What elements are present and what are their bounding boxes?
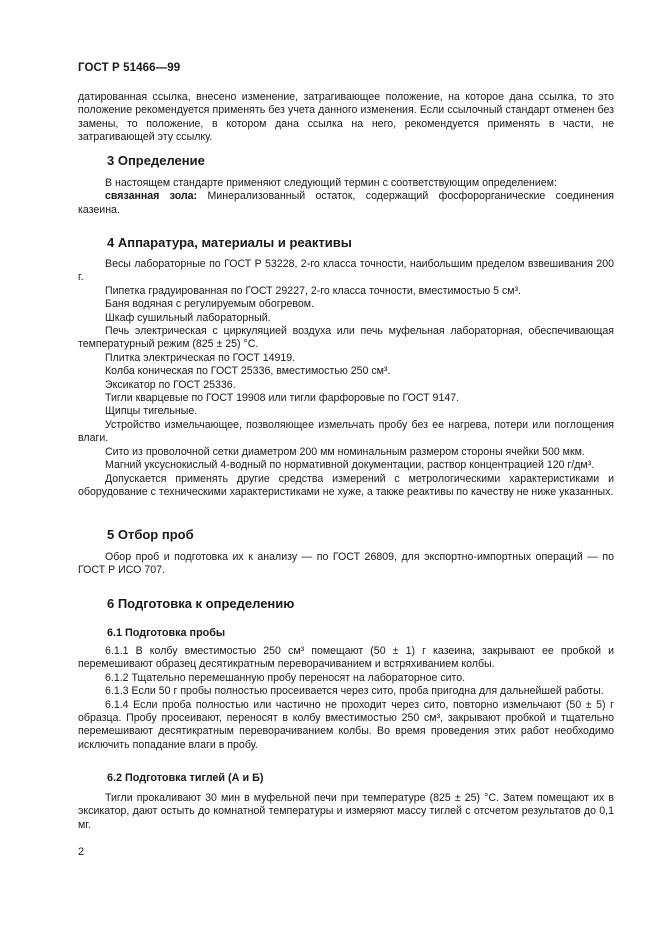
subsection-6-2-paragraph: Тигли прокаливают 30 мин в муфельной печи при температуре (825 ± 25) °С. Затем помещают их в эксикатор, дают остыть до комнатной температуры и измеряют массу тиглей с отсчетом результатов до 0,1 мг. xyxy=(78,792,614,831)
clause-item: 6.1.3 Если 50 г пробы полностью просеивается через сито, проба пригодна для дальнейшей работы. xyxy=(105,685,604,698)
equipment-item: Магний уксуснокислый 4-водный по нормативной документации, раствор концентрацией 120 г/дм³. xyxy=(105,459,595,472)
intro-paragraph xyxy=(78,91,614,145)
term: связанная зола: xyxy=(105,190,198,203)
equipment-item: Сито из проволочной сетки диаметром 200 мм номинальным размером стороны ячейки 500 мкм. xyxy=(105,445,585,458)
equipment-item: Тигли кварцевые по ГОСТ 19908 или тигли фарфоровые по ГОСТ 9147. xyxy=(105,392,460,405)
equipment-item: Колба коническая по ГОСТ 25336, вместимостью 250 см³. xyxy=(105,365,391,378)
clause-item: 6.1.2 Тщательно перемешанную пробу переносят на лабораторное сито. xyxy=(105,671,466,684)
equipment-item: Весы лабораторные по ГОСТ Р 53228, 2-го класса точности, наибольшим пределом взвешивания 200 г. xyxy=(78,258,614,284)
document-header: ГОСТ Р 51466—99 xyxy=(78,62,181,74)
equipment-item: Эксикатор по ГОСТ 25336. xyxy=(105,378,236,391)
subsection-6-1-body xyxy=(78,645,614,752)
subsection-6-1-title: 6.1 Подготовка пробы xyxy=(107,627,226,639)
equipment-item: Баня водяная с регулируемым обогревом. xyxy=(105,298,315,311)
section-5-body xyxy=(78,551,614,578)
section-5-paragraph: Обор проб и подготовка их к анализу — по ГОСТ 26809, для экспортно-импортных операций — по ГОСТ Р ИСО 707. xyxy=(78,551,614,577)
equipment-item: Устройство измельчающее, позволяющее измельчать пробу без ее нагрева, потери или поглощения влаги. xyxy=(78,418,614,445)
section-4-title: 4 Аппаратура, материалы и реактивы xyxy=(107,235,352,250)
clause-item: 6.1.1 В колбу вместимостью 250 см³ помещают (50 ± 1) г казеина, закрывают ее пробкой и перемешивают образец десятикратным переворачиванием и встряхиванием колбы. xyxy=(78,645,614,671)
section-3-paragraph: В настоящем стандарте применяют следующий термин с соответствующим определением: xyxy=(105,177,557,189)
equipment-item: Плитка электрическая по ГОСТ 14919. xyxy=(105,351,296,364)
section-6-title: 6 Подготовка к определению xyxy=(107,596,295,611)
equipment-item: Допускается применять другие средства измерений с метрологическими характеристиками и оборудование с техническими характеристиками не хуже, а также реактивы по качеству не ниже указанных. xyxy=(78,472,614,498)
subsection-6-2-title: 6.2 Подготовка тиглей (А и Б) xyxy=(107,772,264,784)
equipment-item: Шкаф сушильный лабораторный. xyxy=(105,311,271,324)
section-5-title: 5 Отбор проб xyxy=(107,527,194,542)
equipment-item: Щипцы тигельные. xyxy=(105,405,198,418)
subsection-6-2-body xyxy=(78,792,614,832)
intro-text: датированная ссылка, внесено изменение, затрагивающее положение, на которое дана ссылка, то это положение рекомендуется применять без учета данного изменения. Если ссылочный стандарт отменен без замены, то положение, в котором дана ссылка на него, рекомендуется применять в части, не затрагивающей эту ссылку. xyxy=(78,91,614,144)
section-4-list xyxy=(78,258,614,499)
equipment-item: Печь электрическая с циркуляцией воздуха или печь муфельная лабораторная, обеспечивающая температурный режим (825 ± 25) °С. xyxy=(78,325,614,351)
equipment-item: Пипетка градуированная по ГОСТ 29227, 2-го класса точности, вместимостью 5 см³. xyxy=(105,284,521,297)
section-3-title: 3 Определение xyxy=(107,153,205,168)
page-number: 2 xyxy=(78,846,85,858)
term-definition: Минерализованный остаток, содержащий фосфорорганические соединения казеина. xyxy=(78,190,614,216)
definition-paragraph xyxy=(78,190,614,217)
section-3-body xyxy=(78,177,614,217)
clause-item: 6.1.4 Если проба полностью или частично не проходит через сито, повторно измельчают (50 ± 5) г образца. Пробу просеивают, переносят в колбу вместимостью 250 см³, закрывают пробкой и тщательно перемешивают десятикратным переворачиванием колбы. Во время проведения этих работ необходимо исключить попадание влаги в пробу. xyxy=(78,698,614,751)
